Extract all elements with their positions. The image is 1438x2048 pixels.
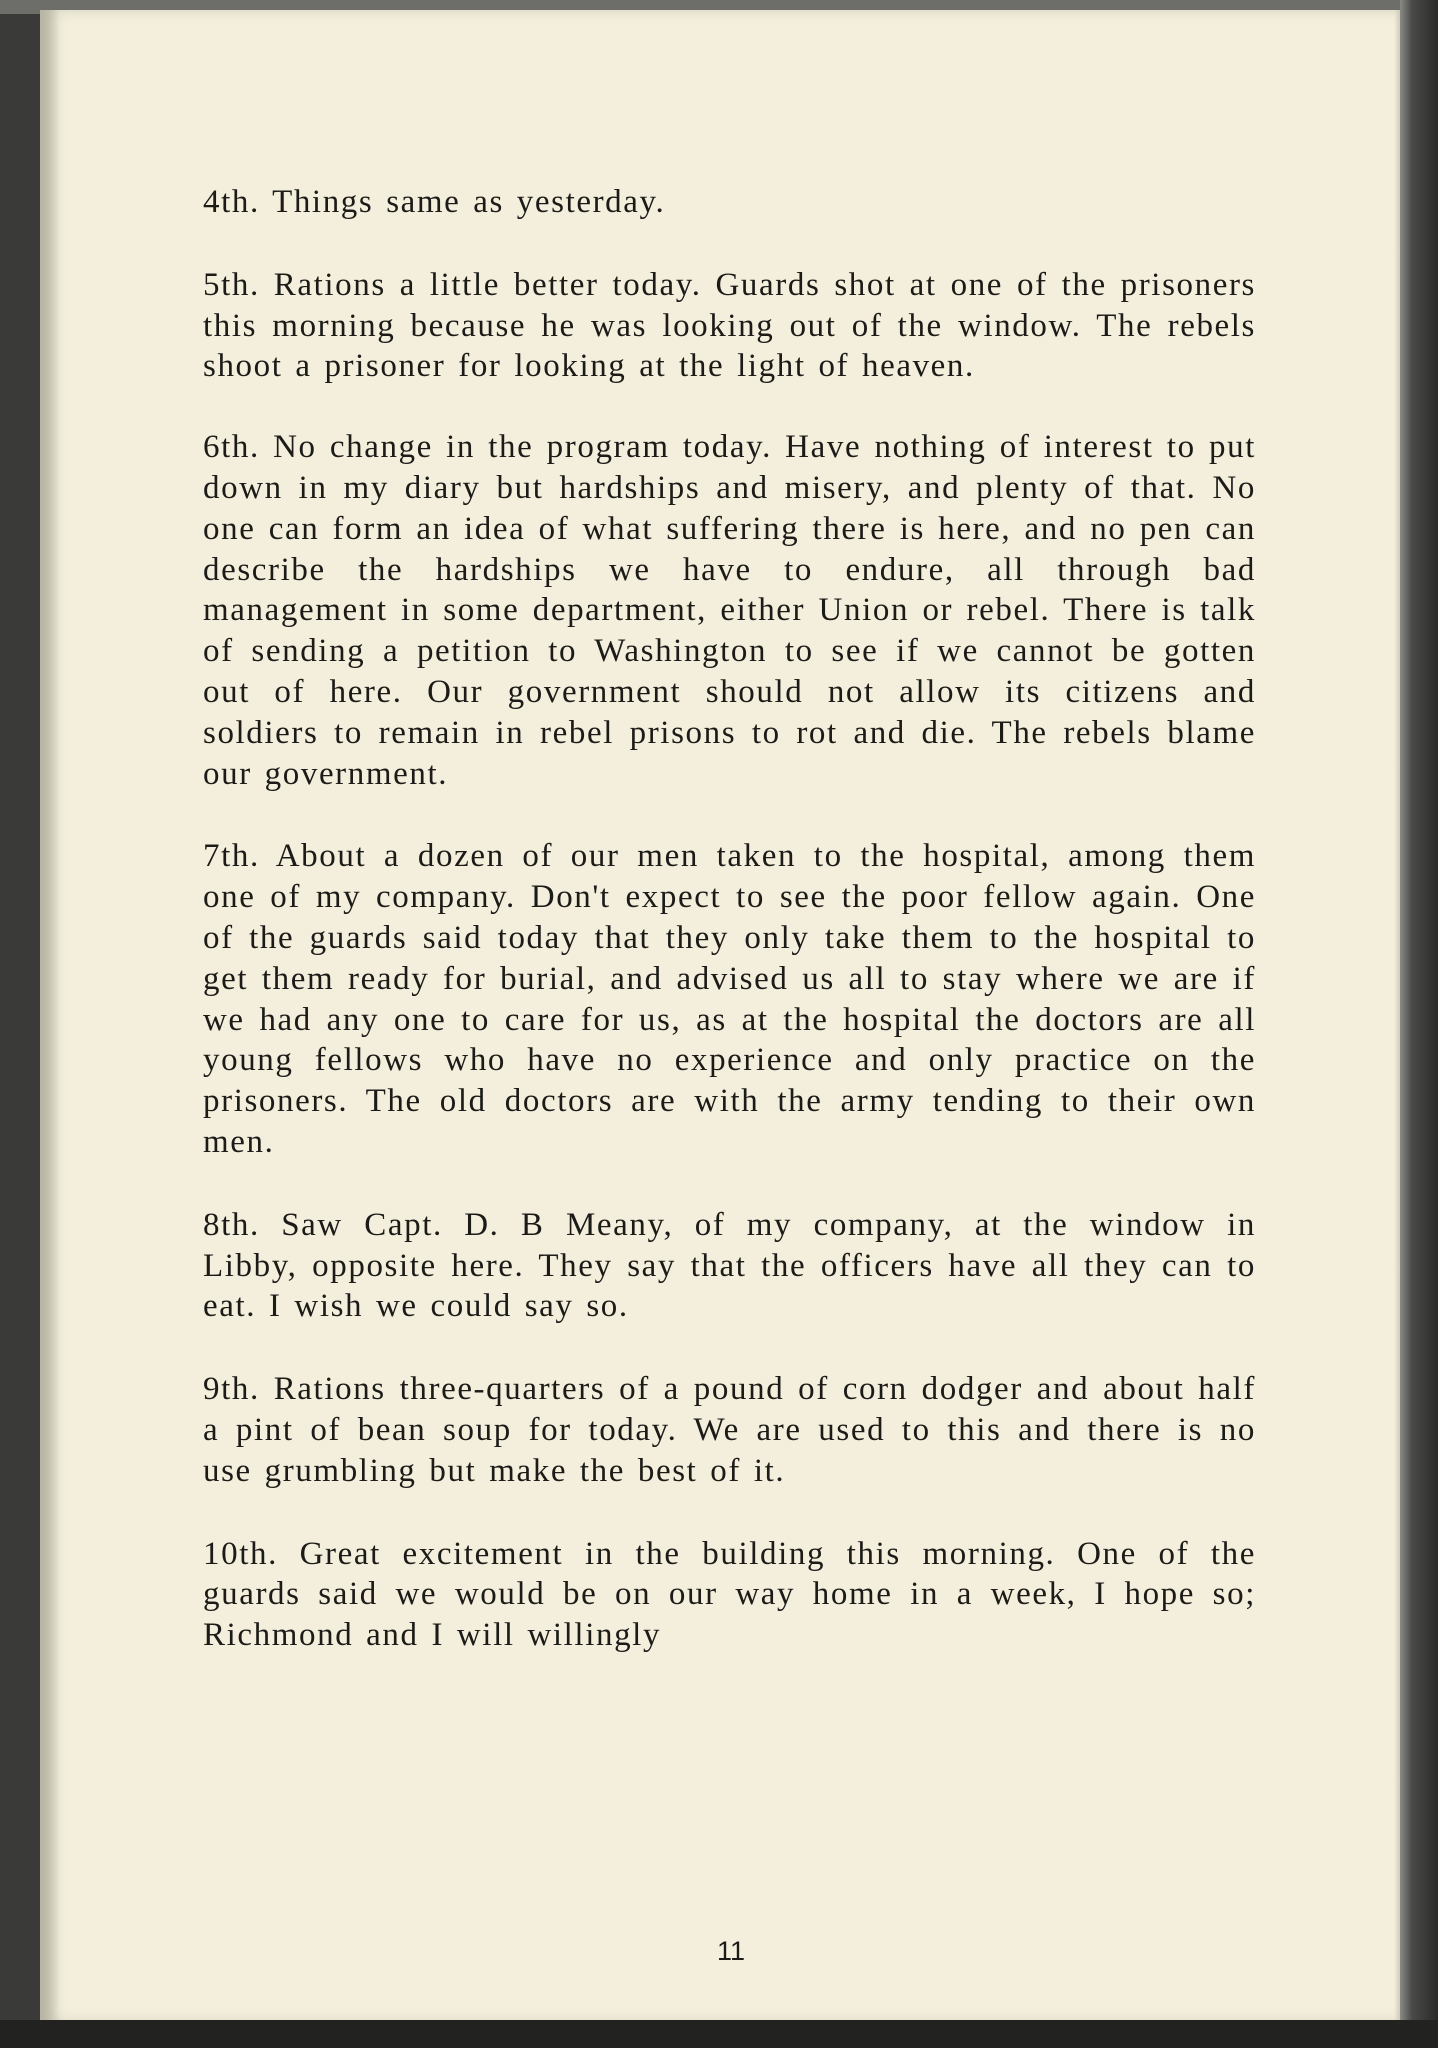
page-number — [40, 1936, 1402, 1967]
diary-entry-5th: 5th. Rations a little better today. Guards shot at one of the prisoners this morning because he was looking out of the window. The rebels shoot a prisoner for looking at the light of heaven. — [203, 266, 1256, 385]
book-page — [40, 10, 1402, 2022]
page-gutter-shadow — [40, 10, 60, 2022]
scanner-right-edge — [1400, 0, 1438, 2048]
diary-entry-4th: 4th. Things same as yesterday. — [203, 184, 666, 220]
diary-text — [203, 182, 1256, 1698]
diary-entry-6th: 6th. No change in the program today. Have nothing of interest to put down in my diary but hardships and misery, and plenty of that. No one can form an idea of what suffering there is here, and no pen can describe the hardships we have to endure, all through bad management in some department, either Union or rebel. There is talk of sending a petition to Washington to see if we cannot be gotten out of here. Our government should not allow its citizens and soldiers to remain in rebel prisons to rot and die. The rebels blame our government. — [203, 429, 1256, 792]
diary-entry-9th: 9th. Rations three-quarters of a pound of corn dodger and about half a pint of bean soup for today. We are used to this and there is no use grumbling but make the best of it. — [203, 1371, 1256, 1489]
page-number-text: 11 — [716, 1936, 746, 1966]
diary-entry-7th: 7th. About a dozen of our men taken to the hospital, among them one of my company. Don't expect to see the poor fellow again. One of the guards said today that they only take them to the hospital to get them ready for burial, and advised us all to stay where we are if we had any one to care for us, as at the hospital the doctors are all young fellows who have no experience and only practice on the prisoners. The old doctors are with the army tending to their own men. — [203, 838, 1256, 1160]
diary-entry-8th: 8th. Saw Capt. D. B Meany, of my company, at the window in Libby, opposite here. They say that the officers have all they can to eat. I wish we could say so. — [203, 1206, 1256, 1325]
diary-entry-10th: 10th. Great excitement in the building this morning. One of the guards said we would be on our way home in a week, I hope so; Richmond and I will willingly — [203, 1535, 1256, 1654]
scanner-bottom-edge — [0, 2020, 1438, 2048]
